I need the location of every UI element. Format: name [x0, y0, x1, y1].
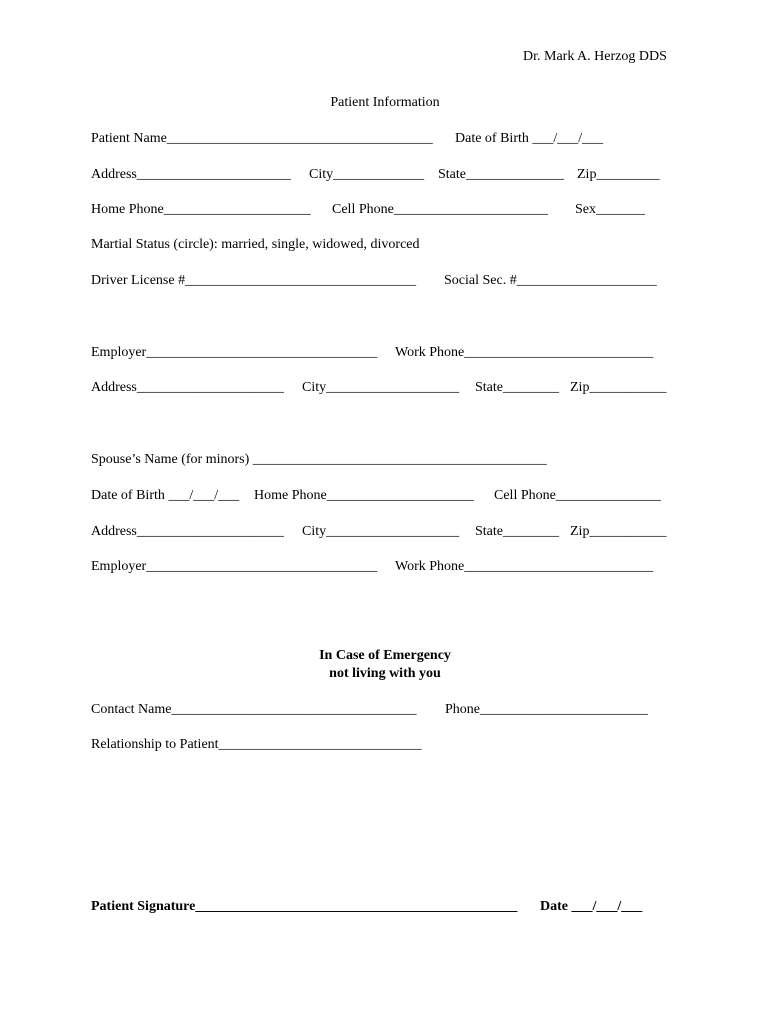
spouse-city-field[interactable]: City___________________: [302, 524, 460, 539]
emergency-contact-field[interactable]: Contact Name___________________________________: [91, 702, 417, 717]
spouse-address-field[interactable]: Address_____________________: [91, 524, 284, 539]
signature-date-field[interactable]: Date ___/___/___: [540, 899, 643, 914]
patient-dob-field[interactable]: Date of Birth ___/___/___: [455, 131, 604, 146]
patient-state-field[interactable]: State______________: [438, 167, 564, 182]
spouse-zip-field[interactable]: Zip___________: [570, 524, 667, 539]
employer-state-field[interactable]: State________: [475, 380, 559, 395]
driver-license-field[interactable]: Driver License #_________________________________: [91, 273, 417, 288]
form-title: Patient Information: [330, 95, 440, 110]
employer-zip-field[interactable]: Zip___________: [570, 380, 667, 395]
patient-cell-phone-field[interactable]: Cell Phone______________________: [332, 202, 548, 217]
patient-address-field[interactable]: Address______________________: [91, 167, 291, 182]
spouse-work-phone-field[interactable]: Work Phone___________________________: [395, 559, 654, 574]
patient-signature-field[interactable]: Patient Signature______________________________________________: [91, 899, 518, 914]
employer-field[interactable]: Employer_________________________________: [91, 345, 378, 360]
patient-name-field[interactable]: Patient Name______________________________________: [91, 131, 433, 146]
emergency-heading: In Case of Emergency: [319, 648, 451, 663]
employer-city-field[interactable]: City___________________: [302, 380, 460, 395]
patient-city-field[interactable]: City_____________: [309, 167, 425, 182]
emergency-subheading: not living with you: [329, 666, 441, 681]
employer-work-phone-field[interactable]: Work Phone___________________________: [395, 345, 654, 360]
spouse-cell-phone-field[interactable]: Cell Phone_______________: [494, 488, 661, 503]
marital-status-line[interactable]: Martial Status (circle): married, single, widowed, divorced: [91, 237, 420, 252]
employer-address-field[interactable]: Address_____________________: [91, 380, 284, 395]
emergency-phone-field[interactable]: Phone________________________: [445, 702, 648, 717]
social-security-field[interactable]: Social Sec. #____________________: [444, 273, 657, 288]
spouse-name-field[interactable]: Spouse’s Name (for minors) __________________________________________: [91, 452, 547, 467]
practice-name: Dr. Mark A. Herzog DDS: [523, 49, 667, 64]
relationship-field[interactable]: Relationship to Patient_____________________________: [91, 737, 422, 752]
patient-home-phone-field[interactable]: Home Phone_____________________: [91, 202, 311, 217]
spouse-state-field[interactable]: State________: [475, 524, 559, 539]
spouse-dob-field[interactable]: Date of Birth ___/___/___: [91, 488, 240, 503]
patient-zip-field[interactable]: Zip_________: [577, 167, 660, 182]
spouse-employer-field[interactable]: Employer_________________________________: [91, 559, 378, 574]
patient-sex-field[interactable]: Sex_______: [575, 202, 645, 217]
spouse-home-phone-field[interactable]: Home Phone_____________________: [254, 488, 474, 503]
